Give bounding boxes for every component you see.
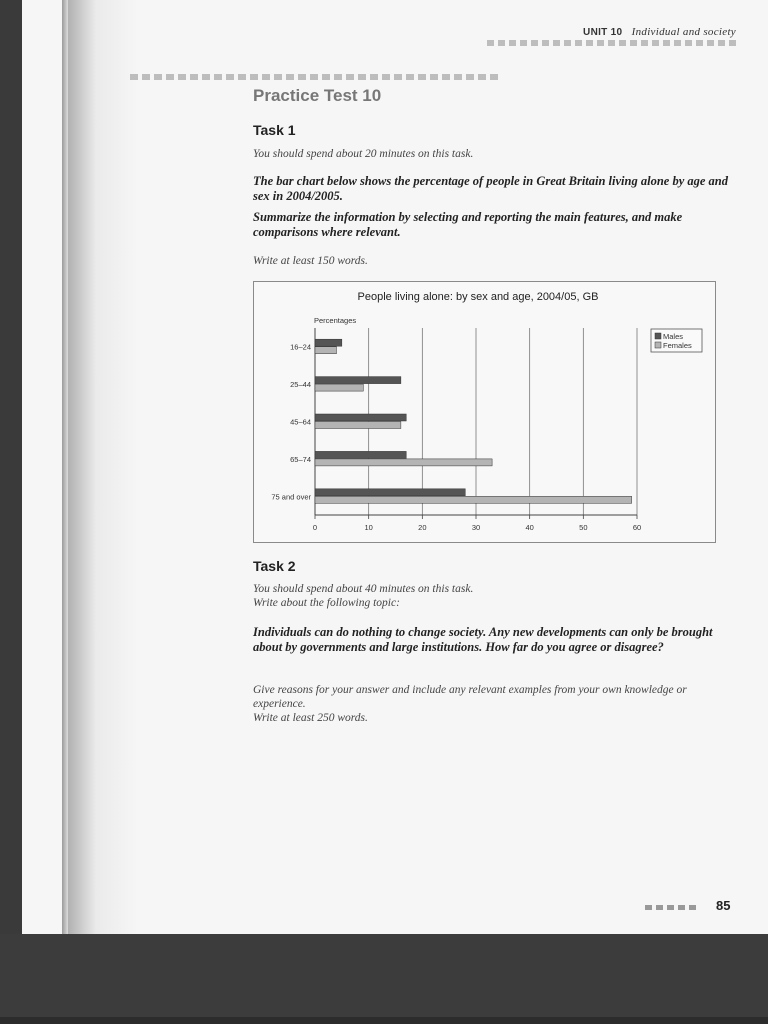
bar-chart: [253, 281, 716, 543]
task1-heading: Task 1: [253, 122, 296, 138]
chart-tick-label: 10: [364, 523, 373, 532]
chart-svg: [254, 282, 715, 542]
header-decoration-dots: [487, 40, 736, 46]
page-binding-shadow: [68, 0, 138, 934]
chart-bar-males: [315, 339, 342, 346]
chart-tick-label: 20: [418, 523, 427, 532]
chart-bar-males: [315, 414, 406, 421]
scanner-footer-strip: [0, 1017, 768, 1024]
scanner-background: [0, 934, 768, 1024]
chart-tick-label: 50: [579, 523, 588, 532]
chart-ylabel: Percentages: [314, 316, 357, 325]
chart-bar-females: [315, 459, 492, 466]
page-number-dots: [645, 905, 696, 910]
chart-tick-label: 60: [632, 523, 642, 532]
chart-category-label: 75 and over: [271, 492, 311, 502]
task2-topic-note: Write about the following topic:: [253, 597, 400, 609]
title-decoration-dots: [130, 74, 498, 80]
task1-word-count: Write at least 150 words.: [253, 255, 368, 267]
chart-legend: [651, 329, 702, 352]
chart-legend-swatch: [655, 333, 661, 339]
chart-bar-males: [315, 451, 406, 458]
chart-category-label: 25–44: [290, 380, 311, 390]
task2-prompt: Individuals can do nothing to change society. Any new developments can only be brought about by governments and large institutions. How far do you agree or disagree?: [253, 625, 713, 654]
task2-instruction: Give reasons for your answer and include any relevant examples from your own knowledge or experience.: [253, 684, 687, 710]
chart-tick-label: 30: [471, 523, 481, 532]
unit-header: [583, 26, 736, 38]
task1-prompt: The bar chart below shows the percentage of people in Great Britain living alone by age and sex in 2004/2005.: [253, 174, 728, 203]
chart-tick-label: 0: [312, 523, 318, 532]
page-number: 85: [716, 898, 731, 913]
chart-category-label: 45–64: [290, 417, 311, 427]
chart-bar-males: [315, 377, 401, 384]
unit-label: UNIT 10: [583, 27, 623, 38]
task2-time-note: You should spend about 40 minutes on this task.: [253, 583, 474, 595]
task1-instruction: Summarize the information by selecting and reporting the main features, and make comparisons where relevant.: [253, 210, 683, 239]
chart-bar-males: [315, 489, 465, 496]
task1-time-note: You should spend about 20 minutes on this task.: [253, 148, 474, 160]
chart-bar-females: [315, 422, 401, 429]
chart-category-label: 65–74: [290, 454, 311, 464]
chart-bars: [315, 339, 632, 503]
chart-bar-females: [315, 347, 336, 354]
chart-legend-label: Females: [663, 341, 692, 350]
page-title: Practice Test 10: [253, 86, 382, 105]
chart-category-labels: [271, 343, 311, 502]
chart-tick-label: 40: [525, 523, 534, 532]
chart-bar-females: [315, 384, 363, 391]
task2-heading: Task 2: [253, 558, 296, 574]
task2-word-count: Write at least 250 words.: [253, 712, 368, 724]
chart-tick-labels: [313, 523, 641, 532]
chart-legend-swatch: [655, 342, 661, 348]
chart-bar-females: [315, 496, 632, 503]
chart-title: People living alone: by sex and age, 2004/05, GB: [357, 291, 599, 303]
unit-title: Individual and society: [631, 26, 736, 38]
chart-category-label: 16–24: [290, 342, 311, 352]
chart-legend-label: Males: [663, 332, 684, 341]
